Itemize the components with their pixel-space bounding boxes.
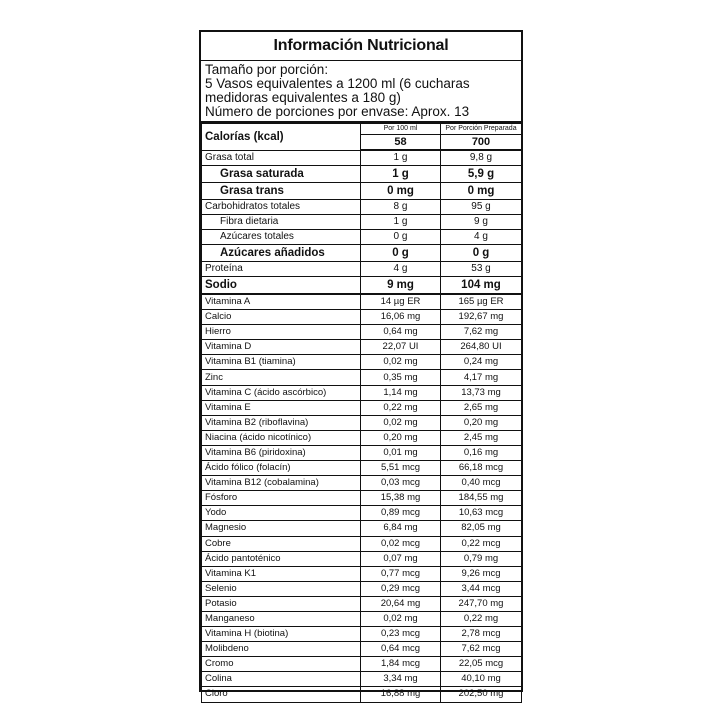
macros-row: [202, 150, 522, 166]
vitamins-row: [202, 370, 522, 385]
vitamins-row: [202, 385, 522, 400]
value-per-serving: 247,70 mg: [441, 596, 522, 611]
value-per-serving: 82,05 mg: [441, 521, 522, 536]
value-per-100ml: 0,23 mcg: [361, 627, 441, 642]
value-per-100ml: 0,77 mcg: [361, 566, 441, 581]
nutrient-name: Ácido fólico (folacín): [202, 461, 361, 476]
value-per-100ml: 0,07 mg: [361, 551, 441, 566]
serving-info: [201, 61, 521, 123]
nutrient-name: Cromo: [202, 657, 361, 672]
calories-per-100ml: 58: [361, 135, 441, 151]
calories-label: Calorías (kcal): [202, 124, 361, 151]
nutrient-name: Calcio: [202, 310, 361, 325]
value-per-100ml: 20,64 mg: [361, 596, 441, 611]
nutrition-facts-label: [199, 30, 523, 700]
serving-line: Número de porciones por envase: Aprox. 13: [205, 104, 470, 119]
nutrient-name: Vitamina H (biotina): [202, 627, 361, 642]
value-per-serving: 53 g: [441, 262, 522, 277]
value-per-serving: 165 µg ER: [441, 294, 522, 310]
value-per-100ml: 3,34 mg: [361, 672, 441, 687]
value-per-100ml: 0,02 mg: [361, 415, 441, 430]
vitamins-row: [202, 611, 522, 626]
value-per-serving: 0,22 mcg: [441, 536, 522, 551]
value-per-serving: 5,9 g: [441, 166, 522, 183]
value-per-100ml: 0,29 mcg: [361, 581, 441, 596]
nutrient-name: Grasa total: [202, 150, 361, 166]
calories-per-serving: 700: [441, 135, 522, 151]
vitamins-row: [202, 551, 522, 566]
nutrient-name: Vitamina K1: [202, 566, 361, 581]
value-per-100ml: 8 g: [361, 200, 441, 215]
value-per-100ml: 1,84 mcg: [361, 657, 441, 672]
nutrient-name: Ácido pantoténico: [202, 551, 361, 566]
value-per-100ml: 14 µg ER: [361, 294, 441, 310]
nutrient-name: Vitamina B12 (cobalamina): [202, 476, 361, 491]
nutrient-name: Grasa saturada: [202, 166, 361, 183]
vitamins-row: [202, 506, 522, 521]
value-per-100ml: 0,64 mg: [361, 325, 441, 340]
nutrient-name: Hierro: [202, 325, 361, 340]
vitamins-row: [202, 461, 522, 476]
vitamins-row: [202, 355, 522, 370]
macros-row: [202, 183, 522, 200]
value-per-100ml: 15,38 mg: [361, 491, 441, 506]
value-per-serving: 40,10 mg: [441, 672, 522, 687]
value-per-100ml: 0,64 mcg: [361, 642, 441, 657]
value-per-serving: 0,79 mg: [441, 551, 522, 566]
value-per-100ml: 9 mg: [361, 277, 441, 295]
value-per-serving: 192,67 mg: [441, 310, 522, 325]
value-per-serving: 66,18 mcg: [441, 461, 522, 476]
column-header-per-100ml: Por 100 ml: [361, 124, 441, 135]
nutrient-name: Sodio: [202, 277, 361, 295]
value-per-serving: 0 g: [441, 245, 522, 262]
nutrient-name: Cobre: [202, 536, 361, 551]
nutrient-name: Proteína: [202, 262, 361, 277]
value-per-100ml: 16,06 mg: [361, 310, 441, 325]
vitamins-row: [202, 596, 522, 611]
value-per-100ml: 4 g: [361, 262, 441, 277]
value-per-serving: 13,73 mg: [441, 385, 522, 400]
serving-line: 5 Vasos equivalentes a 1200 ml (6 cucharas: [205, 76, 470, 91]
value-per-100ml: 0,20 mg: [361, 430, 441, 445]
nutrient-name: Colina: [202, 672, 361, 687]
value-per-100ml: 5,51 mcg: [361, 461, 441, 476]
nutrient-name: Molibdeno: [202, 642, 361, 657]
macros-row: [202, 230, 522, 245]
vitamins-row: [202, 340, 522, 355]
vitamins-row: [202, 536, 522, 551]
vitamins-row: [202, 627, 522, 642]
vitamins-row: [202, 476, 522, 491]
macros-row: [202, 200, 522, 215]
column-header-per-serving: Por Porción Preparada: [441, 124, 522, 135]
value-per-serving: 0,20 mg: [441, 415, 522, 430]
value-per-100ml: 1 g: [361, 150, 441, 166]
nutrient-name: Azúcares añadidos: [202, 245, 361, 262]
value-per-serving: 202,50 mg: [441, 687, 522, 702]
value-per-serving: 10,63 mcg: [441, 506, 522, 521]
value-per-100ml: 0,35 mg: [361, 370, 441, 385]
nutrient-name: Vitamina B1 (tiamina): [202, 355, 361, 370]
value-per-100ml: 0 g: [361, 230, 441, 245]
value-per-100ml: 16,88 mg: [361, 687, 441, 702]
value-per-100ml: 1 g: [361, 215, 441, 230]
macros-row: [202, 166, 522, 183]
value-per-100ml: 22,07 UI: [361, 340, 441, 355]
value-per-100ml: 1 g: [361, 166, 441, 183]
nutrient-name: Manganeso: [202, 611, 361, 626]
nutrient-name: Vitamina E: [202, 400, 361, 415]
label-title: Información Nutricional: [201, 32, 521, 61]
vitamins-row: [202, 430, 522, 445]
value-per-serving: 9,8 g: [441, 150, 522, 166]
vitamins-row: [202, 445, 522, 460]
nutrient-name: Vitamina A: [202, 294, 361, 310]
vitamins-row: [202, 581, 522, 596]
value-per-serving: 3,44 mcg: [441, 581, 522, 596]
nutrient-name: Niacina (ácido nicotínico): [202, 430, 361, 445]
vitamins-row: [202, 657, 522, 672]
macros-row: [202, 277, 522, 295]
nutrient-name: Zinc: [202, 370, 361, 385]
nutrient-name: Vitamina B6 (piridoxina): [202, 445, 361, 460]
nutrient-name: Magnesio: [202, 521, 361, 536]
value-per-serving: 2,78 mcg: [441, 627, 522, 642]
value-per-serving: 0 mg: [441, 183, 522, 200]
value-per-100ml: 0,03 mcg: [361, 476, 441, 491]
nutrient-name: Potasio: [202, 596, 361, 611]
vitamins-row: [202, 400, 522, 415]
nutrient-name: Carbohidratos totales: [202, 200, 361, 215]
nutrient-name: Vitamina D: [202, 340, 361, 355]
macros-row: [202, 215, 522, 230]
value-per-serving: 0,16 mg: [441, 445, 522, 460]
value-per-serving: 0,24 mg: [441, 355, 522, 370]
value-per-100ml: 0,02 mg: [361, 355, 441, 370]
nutrient-name: Vitamina C (ácido ascórbico): [202, 385, 361, 400]
value-per-serving: 4 g: [441, 230, 522, 245]
value-per-100ml: 0 g: [361, 245, 441, 262]
value-per-100ml: 1,14 mg: [361, 385, 441, 400]
value-per-serving: 2,65 mg: [441, 400, 522, 415]
value-per-100ml: 0,22 mg: [361, 400, 441, 415]
nutrient-name: Fibra dietaria: [202, 215, 361, 230]
serving-line: Tamaño por porción:: [205, 62, 329, 77]
value-per-serving: 22,05 mcg: [441, 657, 522, 672]
nutrition-table: [201, 123, 522, 703]
value-per-serving: 7,62 mcg: [441, 642, 522, 657]
value-per-serving: 9,26 mcg: [441, 566, 522, 581]
nutrient-name: Fósforo: [202, 491, 361, 506]
value-per-serving: 7,62 mg: [441, 325, 522, 340]
nutrient-name: Selenio: [202, 581, 361, 596]
value-per-100ml: 0,02 mg: [361, 611, 441, 626]
vitamins-row: [202, 642, 522, 657]
value-per-100ml: 0,89 mcg: [361, 506, 441, 521]
nutrient-name: Yodo: [202, 506, 361, 521]
vitamins-row: [202, 415, 522, 430]
value-per-serving: 264,80 UI: [441, 340, 522, 355]
value-per-100ml: 6,84 mg: [361, 521, 441, 536]
vitamins-row: [202, 687, 522, 702]
macros-row: [202, 245, 522, 262]
value-per-100ml: 0 mg: [361, 183, 441, 200]
macros-row: [202, 262, 522, 277]
header-row: [202, 124, 522, 135]
serving-line: medidoras equivalentes a 180 g): [205, 90, 401, 105]
value-per-serving: 184,55 mg: [441, 491, 522, 506]
nutrient-name: Vitamina B2 (riboflavina): [202, 415, 361, 430]
vitamins-row: [202, 294, 522, 310]
value-per-serving: 9 g: [441, 215, 522, 230]
vitamins-row: [202, 566, 522, 581]
value-per-serving: 0,22 mg: [441, 611, 522, 626]
value-per-serving: 95 g: [441, 200, 522, 215]
value-per-100ml: 0,01 mg: [361, 445, 441, 460]
vitamins-row: [202, 521, 522, 536]
vitamins-row: [202, 491, 522, 506]
value-per-serving: 104 mg: [441, 277, 522, 295]
value-per-100ml: 0,02 mcg: [361, 536, 441, 551]
vitamins-row: [202, 310, 522, 325]
value-per-serving: 2,45 mg: [441, 430, 522, 445]
vitamins-row: [202, 325, 522, 340]
vitamins-row: [202, 672, 522, 687]
nutrient-name: Azúcares totales: [202, 230, 361, 245]
value-per-serving: 0,40 mcg: [441, 476, 522, 491]
nutrient-name: Grasa trans: [202, 183, 361, 200]
nutrient-name: Cloro: [202, 687, 361, 702]
value-per-serving: 4,17 mg: [441, 370, 522, 385]
